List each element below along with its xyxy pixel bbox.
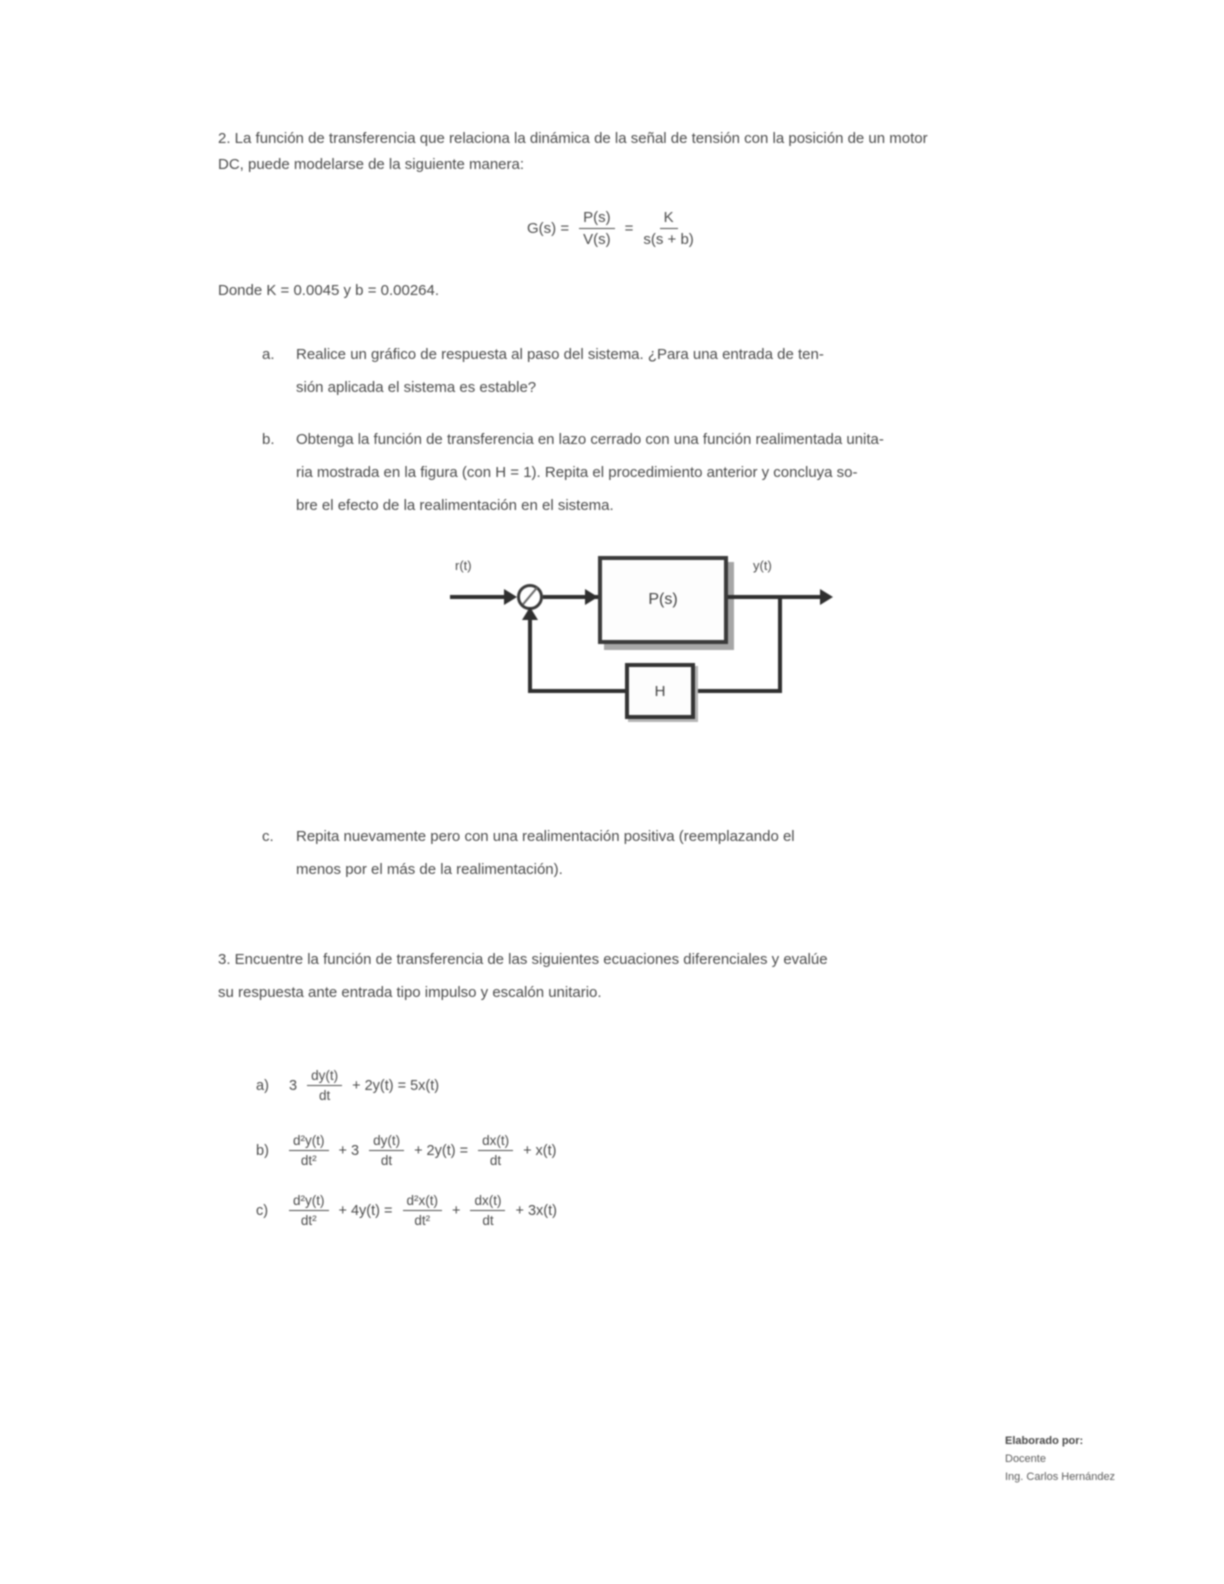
output-arrowhead-icon [820,589,833,605]
plant-block-label: P(s) [648,591,678,608]
item-a-label: a. [262,346,275,363]
transfer-function-formula [522,200,699,256]
fraction1-denominator: V(s) [583,230,611,248]
problem3-intro [218,943,1010,1009]
feedback-arrowhead-icon [522,607,538,620]
plant-arrowhead-icon [585,589,598,605]
diagram-output-label: y(t) [753,558,772,573]
formula-lhs: G(s) = [527,219,570,237]
equation-b-body: $\frac{\text{d²y(t)}}{\text{dt²}}$ + 3 $\frac{dy(t)}{dt}$ + 2y(t) = $\frac{dx(t)}{dt}$ + x(t) [284,1133,562,1168]
item-b-label: b. [262,431,275,448]
feedback-branch-line [778,597,782,691]
diagram-input-label: r(t) [455,558,472,573]
formula-fraction-1 [579,209,615,248]
equation-c [256,1193,562,1228]
item-c-line2: menos por el más de la realimentación). [296,861,563,878]
equation-c-label: c) [256,1202,269,1219]
item-b-line2: ria mostrada en la figura (con H = 1). Repita el procedimiento anterior y concluya so- [296,464,858,481]
problem3-intro-line2: su respuesta ante entrada tipo impulso y escalón unitario. [218,984,602,1001]
equation-a [256,1068,444,1103]
formula-equals: = [624,219,634,237]
feedback-line-right [695,689,782,693]
item-a-line1: Realice un gráfico de respuesta al paso del sistema. ¿Para una entrada de ten- [296,346,824,363]
equation-c-body: $\frac{\text{d²y(t)}}{\text{dt²}}$ + 4y(t) = $\frac{\text{d²x(t)}}{\text{dt²}}$ + $\frac{dx(t)}{dt}$ + 3x(t) [284,1193,562,1228]
problem2-intro-line1: 2. La función de transferencia que relaciona la dinámica de la señal de tensión con la posición de un motor [218,130,928,147]
item-c-text [296,820,1010,886]
feedback-line-up [528,615,532,693]
fraction2-denominator: s(s + b) [643,230,694,248]
item-c-line1: Repita nuevamente pero con una realimentación positiva (reemplazando el [296,828,795,845]
feedback-block-diagram [450,545,840,750]
fraction2-numerator: K [660,209,678,229]
feedback-line-left [528,689,625,693]
problem3-intro-line1: 3. Encuentre la función de transferencia de las siguientes ecuaciones diferenciales y evalúe [218,951,828,968]
problem2-intro-line2: DC, puede modelarse de la siguiente manera: [218,156,525,173]
item-b [262,423,1010,522]
equation-a-label: a) [256,1077,269,1094]
footer-line2: Docente [1005,1453,1046,1465]
item-a-text [296,338,1010,404]
equation-b [256,1133,562,1168]
fraction1-numerator: P(s) [579,209,615,229]
formula-fraction-2 [643,209,693,248]
item-b-line3: bre el efecto de la realimentación en el sistema. [296,497,614,514]
item-b-line1: Obtenga la función de transferencia en lazo cerrado con una función realimentada unita- [296,431,884,448]
footer-line1: Elaborado por: [1005,1435,1084,1447]
parameters-line: Donde K = 0.0045 y b = 0.00264. [218,282,440,299]
footer-credit [1005,1432,1175,1486]
item-a [262,338,1010,404]
equation-a-body: 3 $\frac{dy(t)}{dt}$ + 2y(t) = 5x(t) [289,1068,440,1103]
input-line [450,595,512,599]
item-b-text [296,423,1010,522]
feedback-block-label: H [654,682,666,700]
feedback-block [625,663,695,719]
item-c [262,820,1010,886]
footer-line3: Ing. Carlos Hernández [1005,1471,1116,1483]
equation-b-label: b) [256,1142,269,1159]
input-arrowhead-icon [504,589,517,605]
problem2-intro [218,126,1010,178]
item-c-label: c. [262,828,274,845]
plant-block [598,556,728,644]
item-a-line2: sión aplicada el sistema es estable? [296,379,537,396]
